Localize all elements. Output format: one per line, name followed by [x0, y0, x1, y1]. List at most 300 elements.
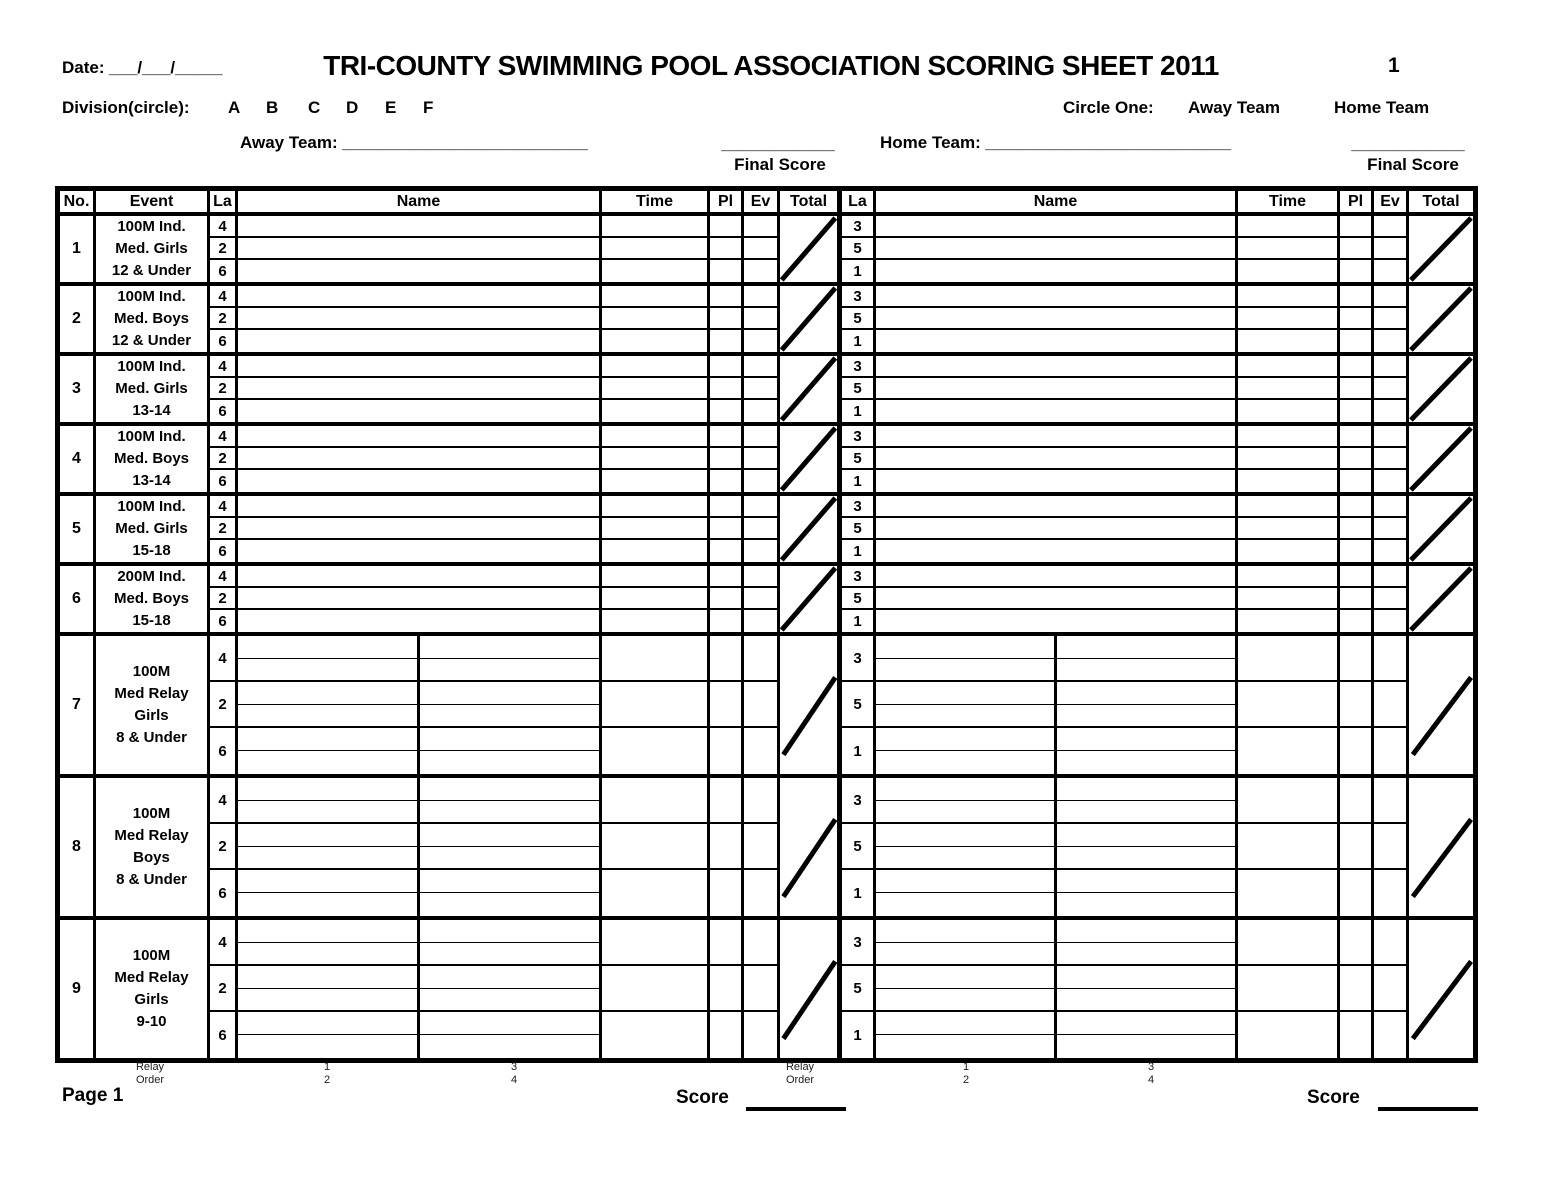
event-8-home-total[interactable] — [1409, 778, 1473, 916]
ev-entry-cell[interactable] — [744, 682, 777, 728]
division-option-f[interactable]: F — [423, 98, 434, 117]
place-entry-cell[interactable] — [1340, 400, 1371, 422]
ev-entry-cell[interactable] — [1374, 448, 1406, 470]
ev-entry-cell[interactable] — [1374, 238, 1406, 260]
time-entry-cell[interactable] — [1238, 610, 1337, 632]
name-entry-row[interactable] — [420, 966, 599, 989]
time-entry-cell[interactable] — [602, 870, 707, 916]
name-entry-row[interactable] — [238, 260, 599, 282]
name-entry-row[interactable] — [876, 870, 1054, 893]
place-entry-cell[interactable] — [1340, 920, 1371, 966]
ev-entry-cell[interactable] — [1374, 870, 1406, 916]
time-entry-cell[interactable] — [602, 824, 707, 870]
place-entry-cell[interactable] — [710, 920, 741, 966]
ev-entry-cell[interactable] — [744, 330, 777, 352]
division-option-c[interactable]: C — [308, 98, 321, 117]
name-entry-row[interactable] — [238, 426, 599, 448]
name-entry-row[interactable] — [238, 943, 417, 966]
name-entry-row[interactable] — [420, 1035, 599, 1058]
ev-entry-cell[interactable] — [744, 216, 777, 238]
time-entry-cell[interactable] — [602, 682, 707, 728]
division-option-a[interactable]: A — [228, 98, 241, 117]
time-entry-cell[interactable] — [602, 470, 707, 492]
place-entry-cell[interactable] — [710, 448, 741, 470]
time-entry-cell[interactable] — [602, 238, 707, 260]
name-entry-row[interactable] — [876, 1012, 1054, 1035]
name-entry-row[interactable] — [1057, 847, 1235, 870]
name-entry-row[interactable] — [238, 893, 417, 916]
time-entry-cell[interactable] — [602, 400, 707, 422]
home-score-blank-line[interactable] — [1378, 1107, 1478, 1111]
division-option-e[interactable]: E — [385, 98, 397, 117]
name-entry-row[interactable] — [876, 751, 1054, 774]
event-6-away-total[interactable] — [780, 566, 842, 632]
name-entry-row[interactable] — [876, 824, 1054, 847]
ev-entry-cell[interactable] — [1374, 216, 1406, 238]
event-3-home-total[interactable] — [1409, 356, 1473, 422]
place-entry-cell[interactable] — [710, 470, 741, 492]
event-3-away-total[interactable] — [780, 356, 842, 422]
time-entry-cell[interactable] — [602, 610, 707, 632]
time-entry-cell[interactable] — [602, 260, 707, 282]
event-5-away-total[interactable] — [780, 496, 842, 562]
time-entry-cell[interactable] — [602, 728, 707, 774]
time-entry-cell[interactable] — [602, 920, 707, 966]
name-entry-row[interactable] — [876, 400, 1235, 422]
ev-entry-cell[interactable] — [744, 496, 777, 518]
ev-entry-cell[interactable] — [744, 636, 777, 682]
ev-entry-cell[interactable] — [744, 400, 777, 422]
place-entry-cell[interactable] — [1340, 610, 1371, 632]
name-entry-row[interactable] — [420, 682, 599, 705]
name-entry-row[interactable] — [1057, 893, 1235, 916]
time-entry-cell[interactable] — [1238, 518, 1337, 540]
time-entry-cell[interactable] — [1238, 216, 1337, 238]
time-entry-cell[interactable] — [1238, 260, 1337, 282]
time-entry-cell[interactable] — [1238, 238, 1337, 260]
place-entry-cell[interactable] — [1340, 566, 1371, 588]
place-entry-cell[interactable] — [1340, 238, 1371, 260]
place-entry-cell[interactable] — [710, 286, 741, 308]
place-entry-cell[interactable] — [1340, 330, 1371, 352]
away-final-score-blank[interactable]: ____________ — [721, 134, 835, 153]
ev-entry-cell[interactable] — [1374, 920, 1406, 966]
place-entry-cell[interactable] — [1340, 448, 1371, 470]
name-entry-row[interactable] — [1057, 778, 1235, 801]
event-2-away-total[interactable] — [780, 286, 842, 352]
ev-entry-cell[interactable] — [744, 728, 777, 774]
ev-entry-cell[interactable] — [744, 610, 777, 632]
time-entry-cell[interactable] — [1238, 920, 1337, 966]
name-entry-row[interactable] — [876, 448, 1235, 470]
name-entry-row[interactable] — [420, 943, 599, 966]
time-entry-cell[interactable] — [602, 588, 707, 610]
ev-entry-cell[interactable] — [1374, 470, 1406, 492]
division-option-d[interactable]: D — [346, 98, 359, 117]
place-entry-cell[interactable] — [1340, 636, 1371, 682]
name-entry-row[interactable] — [238, 1035, 417, 1058]
ev-entry-cell[interactable] — [1374, 824, 1406, 870]
place-entry-cell[interactable] — [1340, 286, 1371, 308]
place-entry-cell[interactable] — [1340, 260, 1371, 282]
time-entry-cell[interactable] — [1238, 966, 1337, 1012]
name-entry-row[interactable] — [876, 1035, 1054, 1058]
place-entry-cell[interactable] — [1340, 378, 1371, 400]
time-entry-cell[interactable] — [1238, 588, 1337, 610]
place-entry-cell[interactable] — [710, 216, 741, 238]
name-entry-row[interactable] — [876, 496, 1235, 518]
ev-entry-cell[interactable] — [744, 966, 777, 1012]
ev-entry-cell[interactable] — [1374, 308, 1406, 330]
name-entry-row[interactable] — [420, 824, 599, 847]
ev-entry-cell[interactable] — [744, 470, 777, 492]
name-entry-row[interactable] — [1057, 870, 1235, 893]
place-entry-cell[interactable] — [710, 540, 741, 562]
place-entry-cell[interactable] — [1340, 588, 1371, 610]
name-entry-row[interactable] — [420, 778, 599, 801]
time-entry-cell[interactable] — [602, 216, 707, 238]
event-1-home-total[interactable] — [1409, 216, 1473, 282]
name-entry-row[interactable] — [238, 989, 417, 1012]
time-entry-cell[interactable] — [1238, 426, 1337, 448]
ev-entry-cell[interactable] — [744, 356, 777, 378]
place-entry-cell[interactable] — [710, 308, 741, 330]
place-entry-cell[interactable] — [710, 426, 741, 448]
name-entry-row[interactable] — [876, 588, 1235, 610]
name-entry-row[interactable] — [1057, 943, 1235, 966]
ev-entry-cell[interactable] — [744, 540, 777, 562]
place-entry-cell[interactable] — [710, 966, 741, 1012]
name-entry-row[interactable] — [876, 778, 1054, 801]
name-entry-row[interactable] — [238, 801, 417, 824]
ev-entry-cell[interactable] — [1374, 260, 1406, 282]
place-entry-cell[interactable] — [1340, 308, 1371, 330]
name-entry-row[interactable] — [876, 356, 1235, 378]
name-entry-row[interactable] — [1057, 682, 1235, 705]
name-entry-row[interactable] — [876, 216, 1235, 238]
away-team-blank[interactable]: __________________________ — [342, 133, 588, 152]
name-entry-row[interactable] — [238, 728, 417, 751]
place-entry-cell[interactable] — [1340, 540, 1371, 562]
name-entry-row[interactable] — [420, 847, 599, 870]
place-entry-cell[interactable] — [710, 496, 741, 518]
time-entry-cell[interactable] — [602, 778, 707, 824]
ev-entry-cell[interactable] — [744, 824, 777, 870]
name-entry-row[interactable] — [876, 378, 1235, 400]
date-blank[interactable]: ___/___/_____ — [108, 58, 223, 77]
name-entry-row[interactable] — [238, 966, 417, 989]
ev-entry-cell[interactable] — [1374, 566, 1406, 588]
name-entry-row[interactable] — [238, 566, 599, 588]
name-entry-row[interactable] — [1057, 1035, 1235, 1058]
time-entry-cell[interactable] — [1238, 682, 1337, 728]
place-entry-cell[interactable] — [710, 636, 741, 682]
ev-entry-cell[interactable] — [744, 260, 777, 282]
name-entry-row[interactable] — [238, 400, 599, 422]
place-entry-cell[interactable] — [1340, 728, 1371, 774]
time-entry-cell[interactable] — [602, 378, 707, 400]
place-entry-cell[interactable] — [710, 400, 741, 422]
name-entry-row[interactable] — [876, 728, 1054, 751]
time-entry-cell[interactable] — [602, 966, 707, 1012]
name-entry-row[interactable] — [876, 801, 1054, 824]
name-entry-row[interactable] — [238, 847, 417, 870]
time-entry-cell[interactable] — [602, 1012, 707, 1058]
name-entry-row[interactable] — [876, 308, 1235, 330]
ev-entry-cell[interactable] — [1374, 682, 1406, 728]
name-entry-row[interactable] — [420, 659, 599, 682]
name-entry-row[interactable] — [238, 920, 417, 943]
place-entry-cell[interactable] — [1340, 682, 1371, 728]
name-entry-row[interactable] — [238, 286, 599, 308]
place-entry-cell[interactable] — [710, 238, 741, 260]
place-entry-cell[interactable] — [1340, 824, 1371, 870]
event-1-away-total[interactable] — [780, 216, 842, 282]
name-entry-row[interactable] — [1057, 920, 1235, 943]
place-entry-cell[interactable] — [1340, 356, 1371, 378]
time-entry-cell[interactable] — [1238, 330, 1337, 352]
ev-entry-cell[interactable] — [1374, 518, 1406, 540]
name-entry-row[interactable] — [238, 659, 417, 682]
ev-entry-cell[interactable] — [744, 448, 777, 470]
time-entry-cell[interactable] — [1238, 308, 1337, 330]
away-score-blank-line[interactable] — [746, 1107, 846, 1111]
ev-entry-cell[interactable] — [1374, 330, 1406, 352]
event-6-home-total[interactable] — [1409, 566, 1473, 632]
time-entry-cell[interactable] — [1238, 824, 1337, 870]
ev-entry-cell[interactable] — [1374, 426, 1406, 448]
home-team-blank[interactable]: __________________________ — [985, 133, 1232, 152]
name-entry-row[interactable] — [238, 378, 599, 400]
name-entry-row[interactable] — [876, 659, 1054, 682]
circle-one-away-option[interactable]: Away Team — [1188, 98, 1280, 117]
time-entry-cell[interactable] — [1238, 1012, 1337, 1058]
place-entry-cell[interactable] — [710, 330, 741, 352]
place-entry-cell[interactable] — [1340, 778, 1371, 824]
name-entry-row[interactable] — [876, 705, 1054, 728]
ev-entry-cell[interactable] — [1374, 540, 1406, 562]
name-entry-row[interactable] — [876, 426, 1235, 448]
event-4-away-total[interactable] — [780, 426, 842, 492]
name-entry-row[interactable] — [238, 588, 599, 610]
name-entry-row[interactable] — [238, 682, 417, 705]
ev-entry-cell[interactable] — [744, 238, 777, 260]
ev-entry-cell[interactable] — [1374, 966, 1406, 1012]
ev-entry-cell[interactable] — [1374, 636, 1406, 682]
name-entry-row[interactable] — [420, 870, 599, 893]
name-entry-row[interactable] — [238, 448, 599, 470]
ev-entry-cell[interactable] — [744, 920, 777, 966]
name-entry-row[interactable] — [420, 893, 599, 916]
ev-entry-cell[interactable] — [744, 778, 777, 824]
place-entry-cell[interactable] — [1340, 966, 1371, 1012]
time-entry-cell[interactable] — [602, 330, 707, 352]
time-entry-cell[interactable] — [1238, 778, 1337, 824]
time-entry-cell[interactable] — [1238, 636, 1337, 682]
name-entry-row[interactable] — [238, 610, 599, 632]
place-entry-cell[interactable] — [1340, 426, 1371, 448]
name-entry-row[interactable] — [238, 778, 417, 801]
place-entry-cell[interactable] — [710, 1012, 741, 1058]
ev-entry-cell[interactable] — [1374, 400, 1406, 422]
place-entry-cell[interactable] — [1340, 496, 1371, 518]
name-entry-row[interactable] — [238, 238, 599, 260]
place-entry-cell[interactable] — [710, 682, 741, 728]
name-entry-row[interactable] — [876, 286, 1235, 308]
place-entry-cell[interactable] — [710, 566, 741, 588]
time-entry-cell[interactable] — [1238, 540, 1337, 562]
time-entry-cell[interactable] — [602, 308, 707, 330]
name-entry-row[interactable] — [876, 893, 1054, 916]
event-9-home-total[interactable] — [1409, 920, 1473, 1058]
time-entry-cell[interactable] — [602, 286, 707, 308]
name-entry-row[interactable] — [876, 610, 1235, 632]
event-7-home-total[interactable] — [1409, 636, 1473, 774]
place-entry-cell[interactable] — [710, 610, 741, 632]
name-entry-row[interactable] — [876, 920, 1054, 943]
ev-entry-cell[interactable] — [1374, 778, 1406, 824]
name-entry-row[interactable] — [1057, 728, 1235, 751]
ev-entry-cell[interactable] — [1374, 356, 1406, 378]
name-entry-row[interactable] — [238, 356, 599, 378]
place-entry-cell[interactable] — [710, 728, 741, 774]
time-entry-cell[interactable] — [1238, 286, 1337, 308]
name-entry-row[interactable] — [420, 920, 599, 943]
name-entry-row[interactable] — [420, 751, 599, 774]
time-entry-cell[interactable] — [602, 426, 707, 448]
name-entry-row[interactable] — [238, 470, 599, 492]
place-entry-cell[interactable] — [710, 778, 741, 824]
ev-entry-cell[interactable] — [1374, 1012, 1406, 1058]
name-entry-row[interactable] — [1057, 801, 1235, 824]
name-entry-row[interactable] — [876, 566, 1235, 588]
ev-entry-cell[interactable] — [1374, 496, 1406, 518]
event-4-home-total[interactable] — [1409, 426, 1473, 492]
ev-entry-cell[interactable] — [744, 378, 777, 400]
ev-entry-cell[interactable] — [1374, 588, 1406, 610]
name-entry-row[interactable] — [876, 330, 1235, 352]
place-entry-cell[interactable] — [1340, 1012, 1371, 1058]
place-entry-cell[interactable] — [710, 588, 741, 610]
time-entry-cell[interactable] — [1238, 496, 1337, 518]
time-entry-cell[interactable] — [1238, 566, 1337, 588]
ev-entry-cell[interactable] — [744, 308, 777, 330]
name-entry-row[interactable] — [238, 216, 599, 238]
time-entry-cell[interactable] — [1238, 448, 1337, 470]
event-2-home-total[interactable] — [1409, 286, 1473, 352]
name-entry-row[interactable] — [420, 989, 599, 1012]
name-entry-row[interactable] — [876, 682, 1054, 705]
name-entry-row[interactable] — [876, 989, 1054, 1012]
ev-entry-cell[interactable] — [744, 588, 777, 610]
place-entry-cell[interactable] — [710, 260, 741, 282]
home-final-score-blank[interactable]: ____________ — [1351, 134, 1465, 153]
name-entry-row[interactable] — [1057, 705, 1235, 728]
name-entry-row[interactable] — [238, 330, 599, 352]
name-entry-row[interactable] — [420, 728, 599, 751]
place-entry-cell[interactable] — [710, 356, 741, 378]
ev-entry-cell[interactable] — [1374, 286, 1406, 308]
event-9-away-total[interactable] — [780, 920, 842, 1058]
circle-one-home-option[interactable]: Home Team — [1334, 98, 1430, 117]
time-entry-cell[interactable] — [602, 496, 707, 518]
place-entry-cell[interactable] — [710, 824, 741, 870]
name-entry-row[interactable] — [420, 801, 599, 824]
place-entry-cell[interactable] — [1340, 518, 1371, 540]
ev-entry-cell[interactable] — [744, 426, 777, 448]
name-entry-row[interactable] — [238, 824, 417, 847]
name-entry-row[interactable] — [238, 751, 417, 774]
name-entry-row[interactable] — [876, 238, 1235, 260]
event-7-away-total[interactable] — [780, 636, 842, 774]
name-entry-row[interactable] — [1057, 989, 1235, 1012]
name-entry-row[interactable] — [238, 308, 599, 330]
ev-entry-cell[interactable] — [744, 518, 777, 540]
time-entry-cell[interactable] — [1238, 400, 1337, 422]
name-entry-row[interactable] — [1057, 659, 1235, 682]
name-entry-row[interactable] — [876, 966, 1054, 989]
name-entry-row[interactable] — [238, 496, 599, 518]
time-entry-cell[interactable] — [1238, 870, 1337, 916]
name-entry-row[interactable] — [1057, 1012, 1235, 1035]
name-entry-row[interactable] — [1057, 751, 1235, 774]
time-entry-cell[interactable] — [602, 448, 707, 470]
name-entry-row[interactable] — [238, 636, 417, 659]
time-entry-cell[interactable] — [1238, 356, 1337, 378]
name-entry-row[interactable] — [238, 705, 417, 728]
time-entry-cell[interactable] — [1238, 728, 1337, 774]
name-entry-row[interactable] — [1057, 636, 1235, 659]
name-entry-row[interactable] — [238, 1012, 417, 1035]
name-entry-row[interactable] — [876, 636, 1054, 659]
name-entry-row[interactable] — [876, 943, 1054, 966]
name-entry-row[interactable] — [420, 1012, 599, 1035]
ev-entry-cell[interactable] — [1374, 378, 1406, 400]
name-entry-row[interactable] — [876, 540, 1235, 562]
time-entry-cell[interactable] — [1238, 470, 1337, 492]
time-entry-cell[interactable] — [602, 356, 707, 378]
place-entry-cell[interactable] — [1340, 470, 1371, 492]
time-entry-cell[interactable] — [602, 540, 707, 562]
event-8-away-total[interactable] — [780, 778, 842, 916]
name-entry-row[interactable] — [238, 870, 417, 893]
name-entry-row[interactable] — [238, 518, 599, 540]
name-entry-row[interactable] — [1057, 824, 1235, 847]
ev-entry-cell[interactable] — [744, 286, 777, 308]
name-entry-row[interactable] — [876, 518, 1235, 540]
division-option-b[interactable]: B — [266, 98, 279, 117]
place-entry-cell[interactable] — [710, 870, 741, 916]
ev-entry-cell[interactable] — [744, 1012, 777, 1058]
time-entry-cell[interactable] — [602, 518, 707, 540]
place-entry-cell[interactable] — [1340, 216, 1371, 238]
name-entry-row[interactable] — [876, 847, 1054, 870]
time-entry-cell[interactable] — [602, 636, 707, 682]
place-entry-cell[interactable] — [710, 378, 741, 400]
ev-entry-cell[interactable] — [1374, 728, 1406, 774]
place-entry-cell[interactable] — [710, 518, 741, 540]
time-entry-cell[interactable] — [602, 566, 707, 588]
time-entry-cell[interactable] — [1238, 378, 1337, 400]
ev-entry-cell[interactable] — [744, 870, 777, 916]
name-entry-row[interactable] — [420, 705, 599, 728]
event-5-home-total[interactable] — [1409, 496, 1473, 562]
name-entry-row[interactable] — [876, 470, 1235, 492]
ev-entry-cell[interactable] — [1374, 610, 1406, 632]
place-entry-cell[interactable] — [1340, 870, 1371, 916]
name-entry-row[interactable] — [1057, 966, 1235, 989]
name-entry-row[interactable] — [420, 636, 599, 659]
